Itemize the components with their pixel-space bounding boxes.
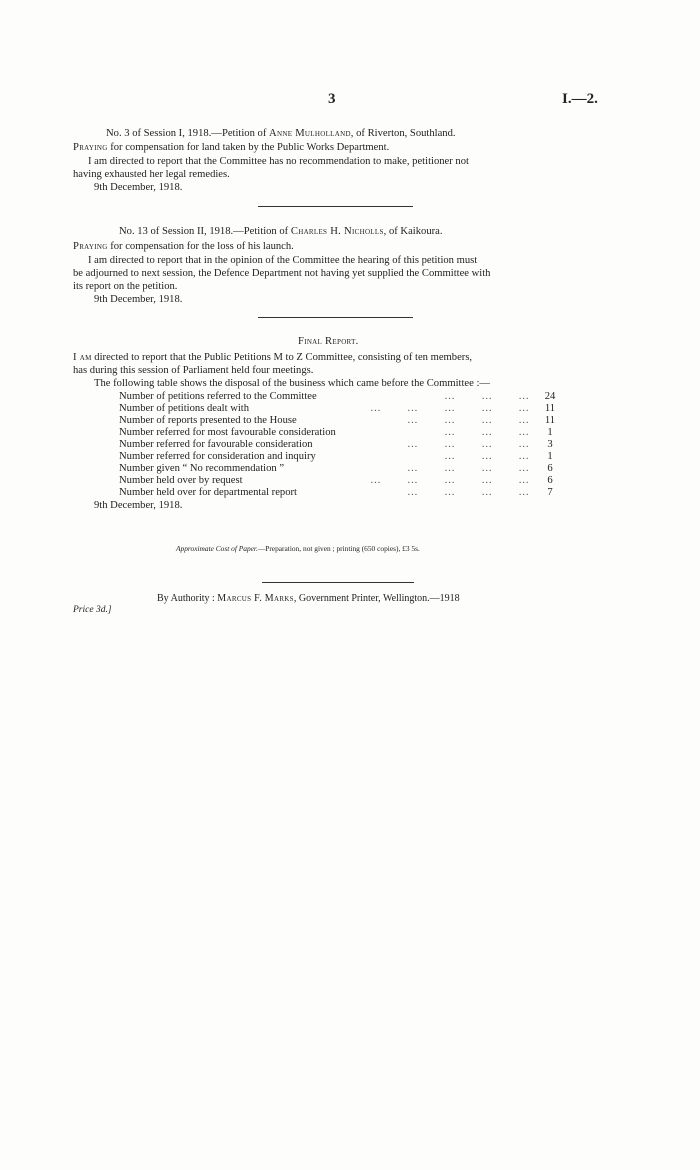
table-row-label: Number held over for departmental report <box>119 487 301 499</box>
table-row-leader: … … … <box>444 427 529 438</box>
imprint-prefix: By Authority : <box>157 593 218 604</box>
table-row-label: Number held over by request <box>119 475 247 487</box>
table-row-label: Number referred for favourable consideration <box>119 439 317 451</box>
table-row-leader: … … … … … <box>370 475 529 486</box>
page-number: 3 <box>328 91 336 107</box>
petition-2-heading <box>119 226 443 238</box>
table-row <box>119 487 564 499</box>
table-row <box>119 451 564 463</box>
table-row-leader: … … … … <box>407 415 529 426</box>
table-row <box>119 415 564 427</box>
petition-1-heading <box>106 128 456 140</box>
final-report-title: Final Report. <box>298 336 359 347</box>
petition-1-praying-word: Praying <box>73 142 108 153</box>
petition-2-praying-word: Praying <box>73 241 108 252</box>
petition-1-heading-suffix: , of Riverton, Southland. <box>350 128 456 139</box>
table-row-value: 3 <box>547 439 553 450</box>
petition-2-petitioner: Charles H. Nicholls <box>290 226 384 237</box>
table-row-leader: … … … <box>444 451 529 462</box>
table-row-label: Number given “ No recommendation ” <box>119 463 288 475</box>
table-row-label: Number of reports presented to the House <box>119 415 301 427</box>
final-report-intro-line-2: has during this session of Parliament held four meetings. <box>73 365 314 376</box>
table-row-label: Number referred for most favourable consideration <box>119 427 340 439</box>
section-divider-2 <box>258 317 413 318</box>
table-row <box>119 427 564 439</box>
table-row-value: 7 <box>547 487 553 498</box>
table-row-leader: … … … … … <box>370 403 529 414</box>
imprint-printer: Marcus F. Marks <box>217 593 294 604</box>
table-row-label: Number of petitions referred to the Committee <box>119 391 321 403</box>
petition-2-report-line-1: I am directed to report that in the opinion of the Committee the hearing of this petition must <box>88 255 478 266</box>
section-divider-1 <box>258 206 413 207</box>
petition-2-heading-suffix: , of Kaikoura. <box>383 226 443 237</box>
imprint <box>157 593 460 605</box>
petition-1-petitioner: Anne Mulholland <box>269 128 351 139</box>
petition-1-report-line-1: I am directed to report that the Committee has no recommendation to make, petitioner not <box>88 156 469 167</box>
table-row-value: 1 <box>547 451 553 462</box>
table-row-label: Number referred for consideration and inquiry <box>119 451 320 463</box>
imprint-divider <box>262 582 414 583</box>
petition-1-praying <box>73 142 389 154</box>
cost-note-label: Approximate Cost of Paper. <box>176 544 258 553</box>
table-row-label: Number of petitions dealt with <box>119 403 253 415</box>
cost-note-text: —Preparation, not given ; printing (650 copies), £3 5s. <box>257 544 420 553</box>
petition-2-report-line-2: be adjourned to next session, the Defence Department not having yet supplied the Committee with <box>73 268 491 279</box>
petition-1-heading-prefix: No. 3 of Session I, 1918.—Petition of <box>106 128 270 139</box>
table-row <box>119 391 564 403</box>
price: Price 3d.] <box>73 605 112 615</box>
table-row <box>119 439 564 451</box>
table-row <box>119 475 564 487</box>
table-row-leader: … … … … <box>407 487 529 498</box>
final-report-date: 9th December, 1918. <box>94 500 183 511</box>
final-report-intro-lead: I am <box>73 352 92 363</box>
final-report-intro-line-1 <box>73 352 472 364</box>
petition-1-praying-text: for compensation for land taken by the Public Works Department. <box>107 142 390 153</box>
table-row-value: 11 <box>544 415 556 426</box>
petition-2-date: 9th December, 1918. <box>94 294 183 305</box>
imprint-suffix: , Government Printer, Wellington.—1918 <box>293 593 460 604</box>
table-row-leader: … … … … <box>407 463 529 474</box>
table-row <box>119 463 564 475</box>
final-report-intro-text: directed to report that the Public Petitions M to Z Committee, consisting of ten members, <box>91 352 473 363</box>
table-row-value: 11 <box>544 403 556 414</box>
table-row-value: 1 <box>547 427 553 438</box>
table-row-leader: … … … <box>444 391 529 402</box>
petition-2-heading-prefix: No. 13 of Session II, 1918.—Petition of <box>119 226 291 237</box>
table-row-value: 6 <box>547 475 553 486</box>
petition-2-praying-text: for compensation for the loss of his launch. <box>107 241 294 252</box>
table-row-leader: … … … … <box>407 439 529 450</box>
document-reference: I.—2. <box>562 91 598 107</box>
final-report-table-intro: The following table shows the disposal of the business which came before the Committee :— <box>94 378 491 389</box>
table-row-value: 6 <box>547 463 553 474</box>
table-row-value: 24 <box>544 391 556 402</box>
petition-1-date: 9th December, 1918. <box>94 182 183 193</box>
cost-of-paper-note <box>176 543 420 555</box>
table-row <box>119 403 564 415</box>
petition-1-report-line-2: having exhausted her legal remedies. <box>73 169 230 180</box>
petition-2-praying <box>73 241 294 253</box>
petition-2-report-line-3: its report on the petition. <box>73 281 178 292</box>
